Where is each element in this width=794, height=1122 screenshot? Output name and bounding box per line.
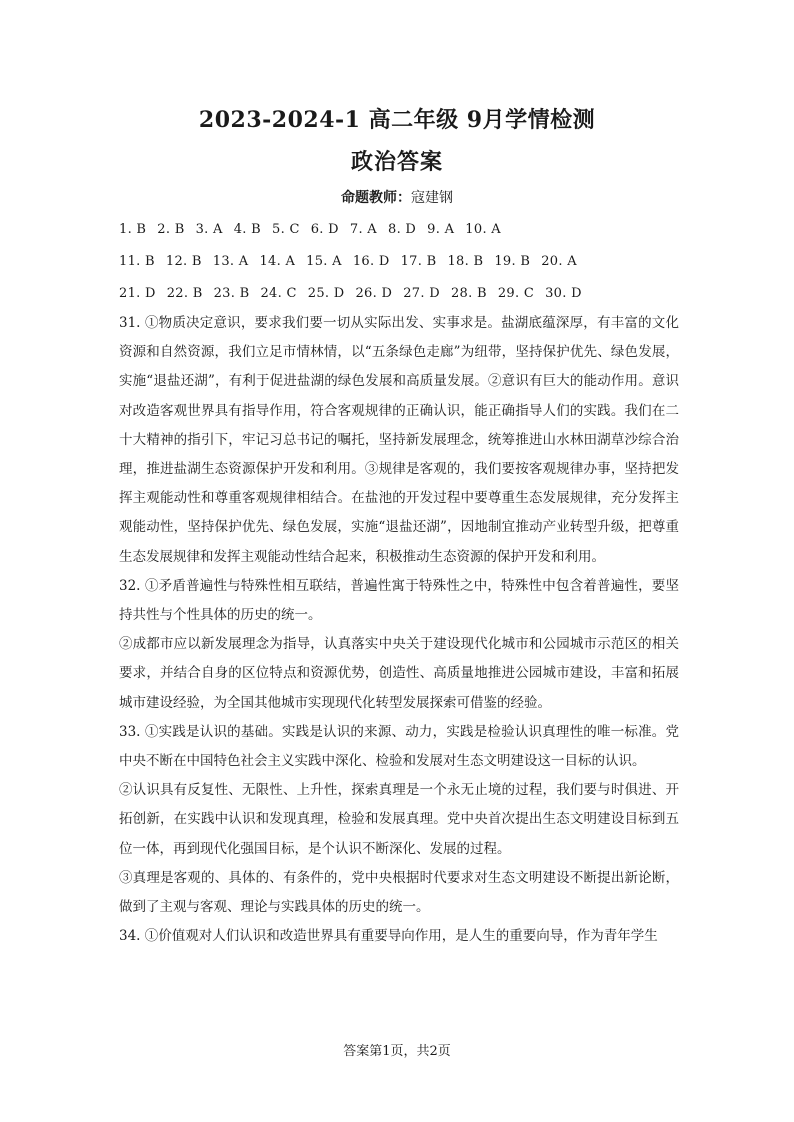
answer-32-point-2: ②成都市应以新发展理念为指导，认真落实中央关于建设现代化城市和公园城市示范区的相关要求，并结合自身的区位特点和资源优势，创造性、高质量地推进公园城市建设，丰富和拓展城市建设经验，为全国其他城市实现现代化转型发展探索可借鉴的经验。 xyxy=(119,636,679,711)
answer-item: 10. A xyxy=(465,222,501,237)
answer-item: 6. D xyxy=(310,222,339,237)
answer-item: 9. A xyxy=(427,222,455,237)
answer-item: 29. C xyxy=(497,286,535,301)
author-label: 命题教师： xyxy=(341,190,411,206)
answer-item: 21. D xyxy=(119,286,156,301)
answer-body xyxy=(119,309,679,951)
author-name: 寇建钢 xyxy=(411,190,453,206)
answer-item: 24. C xyxy=(260,286,297,301)
answer-item: 19. B xyxy=(494,254,531,269)
answer-item: 27. D xyxy=(403,286,440,301)
answer-item: 5. C xyxy=(272,222,300,237)
answer-33-point-2: ②认识具有反复性、无限性、上升性，探索真理是一个永无止境的过程，我们要与时俱进、开拓创新，在实践中认识和发现真理，检验和发展真理。党中央首次提出生态文明建设目标到五位一体，再到现代化强国目标，是个认识不断深化、发展的过程。 xyxy=(119,782,679,857)
answer-item: 30. D xyxy=(545,286,582,301)
answer-item: 26. D xyxy=(355,286,393,301)
answer-item: 16. D xyxy=(352,254,390,269)
answer-item: 7. A xyxy=(349,222,377,237)
answer-item: 13. A xyxy=(212,254,249,269)
answer-item: 17. B xyxy=(400,254,437,269)
answer-33-point-1: 33. ①实践是认识的基础。实践是认识的来源、动力，实践是检验认识真理性的唯一标准。党中央不断在中国特色社会主义实践中深化、检验和发展对生态文明建设这一目标的认识。 xyxy=(119,723,679,770)
answer-key xyxy=(119,218,689,314)
answer-item: 15. A xyxy=(306,254,342,269)
document-title: 2023-2024-1 高二年级 9月学情检测 xyxy=(198,107,596,133)
document-subtitle: 政治答案 xyxy=(350,149,443,175)
answer-item: 3. A xyxy=(195,222,223,237)
answer-item: 1. B xyxy=(119,222,147,237)
answer-item: 23. B xyxy=(213,286,250,301)
answer-item: 2. B xyxy=(157,222,185,237)
answer-item: 22. B xyxy=(166,286,203,301)
answer-row xyxy=(119,218,689,250)
answer-item: 20. A xyxy=(541,254,577,269)
answer-item: 11. B xyxy=(119,254,155,269)
answer-item: 25. D xyxy=(307,286,345,301)
answer-row xyxy=(119,250,689,282)
answer-item: 4. B xyxy=(233,222,262,237)
answer-item: 8. D xyxy=(388,222,417,237)
answer-31: 31. ①物质决定意识，要求我们要一切从实际出发、实事求是。盐湖底蕴深厚，有丰富的文化资源和自然资源，我们立足市情林情，以“五条绿色走廊”为纽带，坚持保护优先、绿色发展，实施“退盐还湖”，有利于促进盐湖的绿色发展和高质量发展。②意识有巨大的能动作用。意识对改造客观世界具有指导作用，符合客观规律的正确认识，能正确指导人们的实践。我们在二十大精神的指引下，牢记习总书记的嘱托，坚持新发展理念，统筹推进山水林田湖草沙综合治理，推进盐湖生态资源保护开发和利用。③规律是客观的，我们要按客观规律办事，坚持把发挥主观能动性和尊重客观规律相结合。在盐池的开发过程中要尊重生态发展规律，充分发挥主观能动性，坚持保护优先、绿色发展，实施“退盐还湖”，因地制宜推动产业转型升级，把尊重生态发展规律和发挥主观能动性结合起来，积极推动生态资源的保护开发和利用。 xyxy=(119,315,679,565)
answer-33-point-3: ③真理是客观的、具体的、有条件的，党中央根据时代要求对生态文明建设不断提出新论断，做到了主观与客观、理论与实践具体的历史的统一。 xyxy=(119,869,679,916)
answer-32-point-1: 32. ①矛盾普遍性与特殊性相互联结，普遍性寓于特殊性之中，特殊性中包含着普遍性，要坚持共性与个性具体的历史的统一。 xyxy=(119,577,679,624)
answer-item: 14. A xyxy=(259,254,296,269)
answer-item: 28. B xyxy=(450,286,487,301)
answer-item: 18. B xyxy=(447,254,484,269)
answer-item: 12. B xyxy=(165,254,202,269)
author-line xyxy=(0,187,794,207)
answer-34-point-1: 34. ①价值观对人们认识和改造世界具有重要导向作用，是人生的重要向导，作为青年学生 xyxy=(119,928,658,945)
page-footer: 答案第1页，共2页 xyxy=(343,1044,451,1059)
